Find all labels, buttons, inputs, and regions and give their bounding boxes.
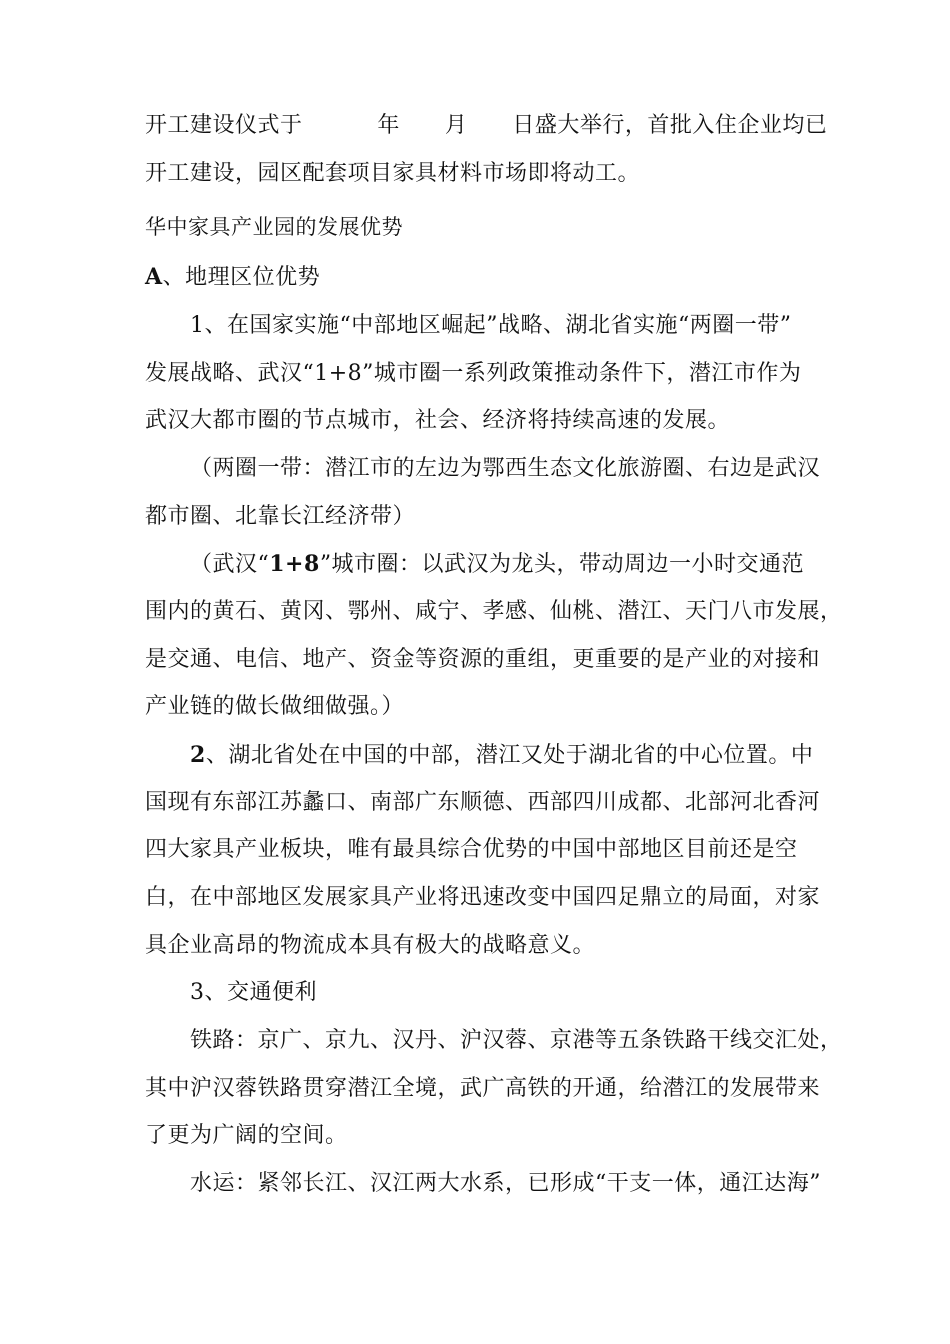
item1-line-1: 1、在国家实施“中部地区崛起”战略、湖北省实施“两圈一带” — [190, 313, 792, 338]
item2-line-3: 四大家具产业板块，唯有最具综合优势的中国中部地区目前还是空 — [145, 837, 798, 862]
item2-number: 2 — [190, 742, 206, 768]
note-city-circle-line-2: 围内的黄石、黄冈、鄂州、咸宁、孝感、仙桃、潜江、天门八市发展， — [145, 599, 843, 624]
subsection-a-heading — [145, 262, 320, 292]
note-city-circle-prefix: （武汉“ — [190, 552, 270, 577]
subsection-a-title: 、地理区位优势 — [162, 265, 321, 290]
note-city-circle-line-1 — [190, 549, 804, 579]
item2-line-2: 国现有东部江苏蠡口、南部广东顺德、西部四川成都、北部河北香河 — [145, 790, 821, 815]
item2-line-1 — [190, 740, 813, 770]
railway-line-2: 其中沪汉蓉铁路贯穿潜江全境，武广高铁的开通，给潜江的发展带来 — [145, 1076, 821, 1101]
intro-line-2: 开工建设，园区配套项目家具材料市场即将动工。 — [145, 161, 641, 186]
intro-line-1: 开工建设仪式于 年 月 日盛大举行，首批入住企业均已 — [145, 113, 828, 138]
railway-line-1: 铁路：京广、京九、汉丹、沪汉蓉、京港等五条铁路干线交汇处， — [190, 1028, 843, 1053]
item1-line-3: 武汉大都市圈的节点城市，社会、经济将持续高速的发展。 — [145, 408, 731, 433]
water-line-1: 水运：紧邻长江、汉江两大水系，已形成“干支一体，通江达海” — [190, 1171, 821, 1196]
note-city-circle-bold: 1+8 — [269, 551, 320, 577]
item1-line-2: 发展战略、武汉“1+8”城市圈一系列政策推动条件下，潜江市作为 — [145, 361, 802, 386]
item2-line-5: 具企业高昂的物流成本具有极大的战略意义。 — [145, 933, 596, 958]
note-city-circle-line-4: 产业链的做长做细做强。） — [145, 694, 405, 719]
railway-line-3: 了更为广阔的空间。 — [145, 1123, 348, 1148]
subsection-a-letter: A — [145, 264, 163, 290]
item3-title: 3、交通便利 — [190, 980, 317, 1005]
note-city-circle-line-3: 是交通、电信、地产、资金等资源的重组，更重要的是产业的对接和 — [145, 647, 821, 672]
note-city-circle-suffix: ”城市圈：以武汉为龙头，带动周边一小时交通范 — [319, 552, 805, 577]
item2-line-1-text: 、湖北省处在中国的中部，潜江又处于湖北省的中心位置。中 — [205, 743, 814, 768]
note-two-circles-line-1: （两圈一带：潜江市的左边为鄂西生态文化旅游圈、右边是武汉 — [190, 456, 821, 481]
item2-line-4: 白，在中部地区发展家具产业将迅速改变中国四足鼎立的局面，对家 — [145, 885, 821, 910]
section-title: 华中家具产业园的发展优势 — [145, 215, 403, 239]
note-two-circles-line-2: 都市圈、北靠长江经济带） — [145, 504, 416, 529]
